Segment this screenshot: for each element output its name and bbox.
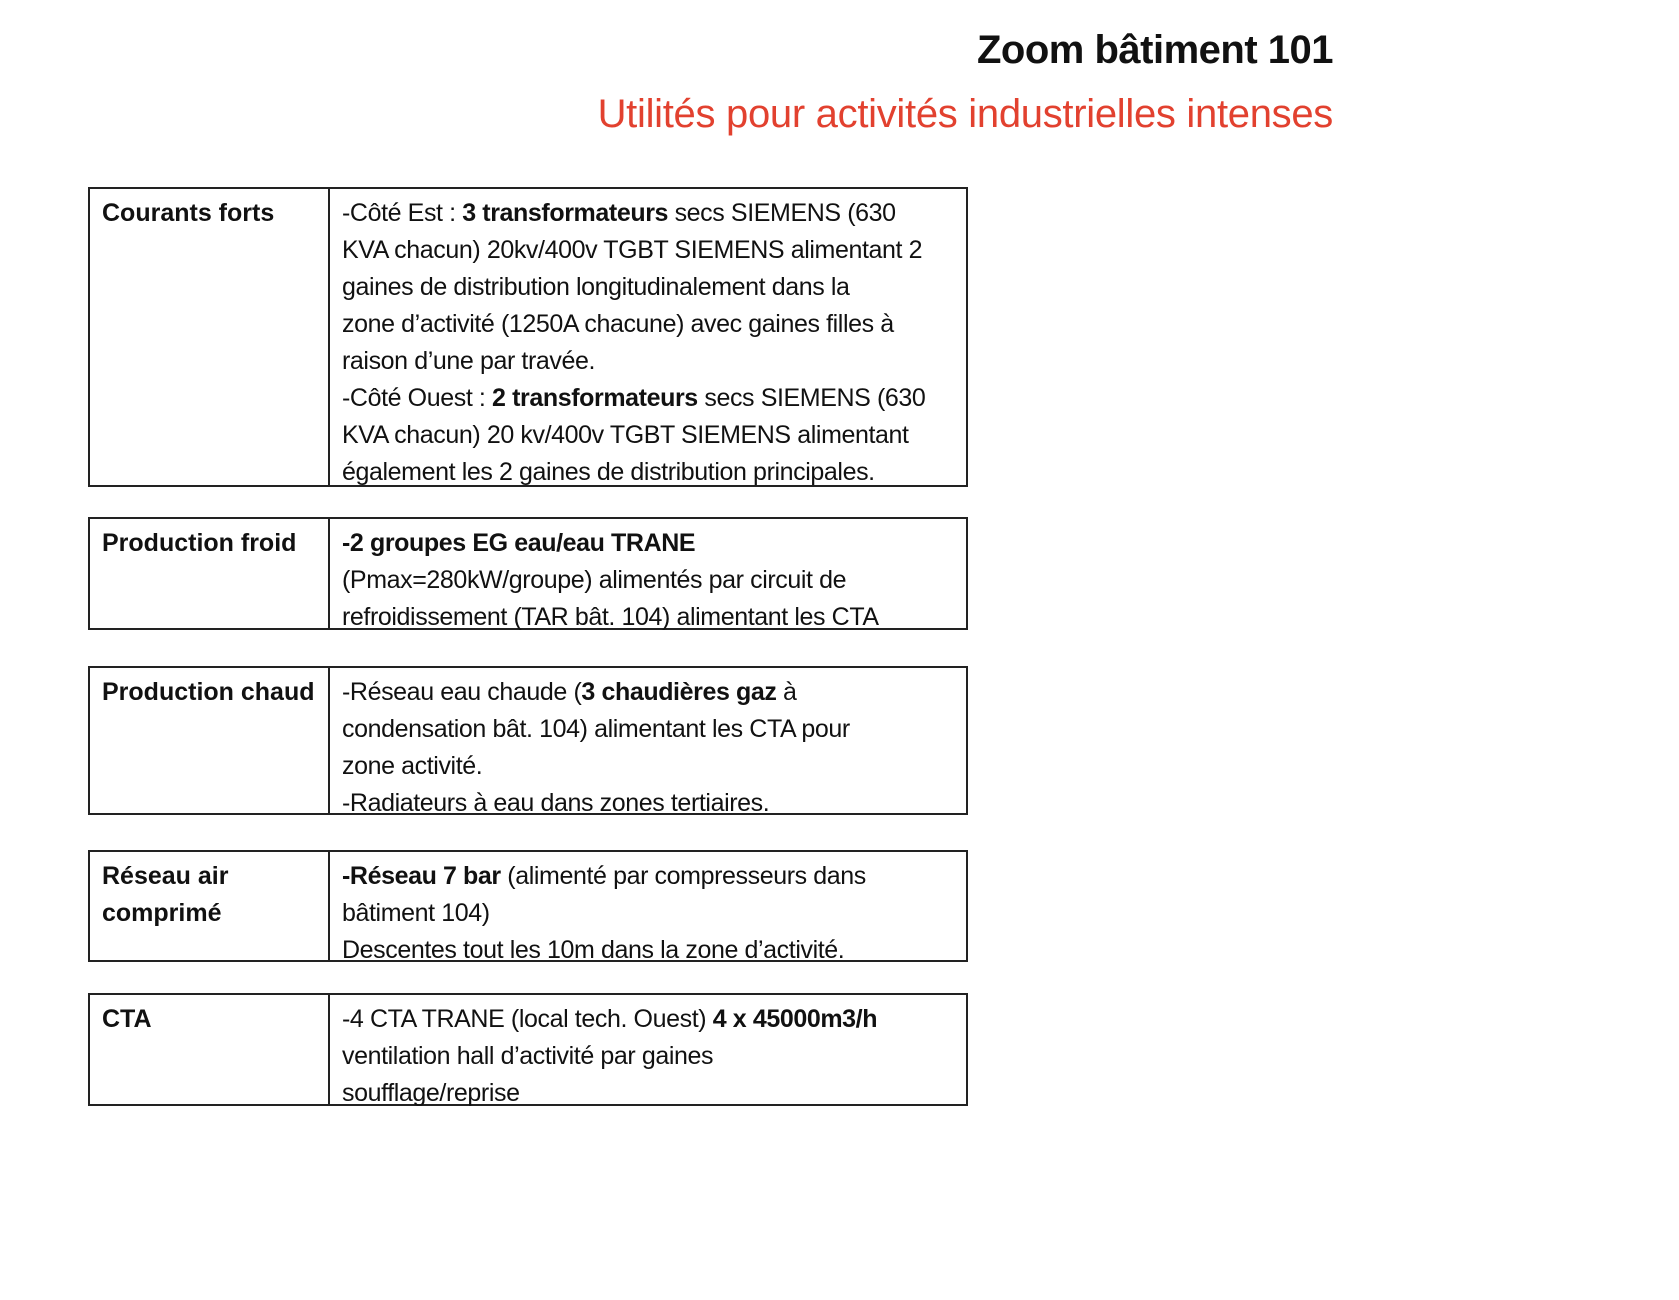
utility-description: [330, 852, 966, 964]
bold-text: 3 chaudières gaz: [581, 678, 777, 706]
bold-text: -Réseau 7 bar: [342, 862, 501, 890]
description-line: [342, 195, 954, 232]
description-line: [342, 858, 954, 895]
page-subtitle: Utilités pour activités industrielles intenses: [597, 92, 1333, 136]
utility-description: [330, 189, 966, 485]
text: KVA chacun) 20 kv/400v TGBT SIEMENS alimentant: [342, 421, 909, 449]
description-line: [342, 1075, 954, 1112]
utility-description: [330, 668, 966, 817]
text: (Pmax=280kW/groupe) alimentés par circuit de: [342, 566, 847, 594]
bold-text: 2 transformateurs: [492, 384, 698, 412]
utility-table: [88, 850, 968, 962]
description-line: [342, 380, 954, 417]
text: également les 2 gaines de distribution principales.: [342, 458, 875, 486]
description-line: [342, 417, 954, 454]
description-line: [342, 343, 954, 380]
text: zone d’activité (1250A chacune) avec gaines filles à: [342, 310, 894, 338]
bold-text: -2 groupes EG eau/eau TRANE: [342, 529, 696, 557]
utility-table: [88, 993, 968, 1106]
bold-text: 4 x 45000m3/h: [712, 1005, 878, 1033]
text: -Côté Ouest :: [342, 384, 493, 412]
utility-label: CTA: [90, 995, 330, 1104]
text: raison d’une par travée.: [342, 347, 596, 375]
description-line: [342, 269, 954, 306]
description-line: [342, 525, 954, 562]
description-line: [342, 711, 954, 748]
description-line: [342, 562, 954, 599]
text: bâtiment 104): [342, 899, 490, 927]
bold-text: 3 transformateurs: [462, 199, 669, 227]
description-line: [342, 748, 954, 785]
text: -4 CTA TRANE (local tech. Ouest): [342, 1005, 713, 1033]
utility-table: [88, 517, 968, 630]
text: secs SIEMENS (630: [668, 199, 896, 227]
description-line: [342, 932, 954, 969]
description-line: [342, 1038, 954, 1075]
text: zone activité.: [342, 752, 483, 780]
text: -Réseau eau chaude (: [342, 678, 582, 706]
utility-label: Production froid: [90, 519, 330, 628]
description-line: [342, 454, 954, 491]
text: Descentes tout les 10m dans la zone d’activité.: [342, 936, 845, 964]
description-line: [342, 895, 954, 932]
text: à: [776, 678, 797, 706]
text: KVA chacun) 20kv/400v TGBT SIEMENS alimentant 2: [342, 236, 923, 264]
text: -Côté Est :: [342, 199, 463, 227]
utility-description: [330, 995, 966, 1107]
description-line: [342, 599, 954, 636]
description-line: [342, 1001, 954, 1038]
description-line: [342, 674, 954, 711]
page-title: Zoom bâtiment 101: [976, 28, 1333, 72]
text: (alimenté par compresseurs dans: [500, 862, 866, 890]
description-line: [342, 306, 954, 343]
text: ventilation hall d’activité par gaines: [342, 1042, 714, 1070]
utility-label: Réseau air comprimé: [90, 852, 330, 960]
utility-description: [330, 519, 966, 631]
text: soufflage/reprise: [342, 1079, 520, 1107]
text: secs SIEMENS (630: [697, 384, 926, 412]
text: condensation bât. 104) alimentant les CTA pour: [342, 715, 850, 743]
text: -Radiateurs à eau dans zones tertiaires.: [342, 789, 770, 817]
text: refroidissement (TAR bât. 104) alimentant les CTA: [342, 603, 879, 631]
utility-table: [88, 187, 968, 487]
description-line: [342, 785, 954, 822]
description-line: [342, 232, 954, 269]
text: gaines de distribution longitudinalement dans la: [342, 273, 850, 301]
utility-label: Production chaud: [90, 668, 330, 813]
utility-label: Courants forts: [90, 189, 330, 485]
utility-table: [88, 666, 968, 815]
